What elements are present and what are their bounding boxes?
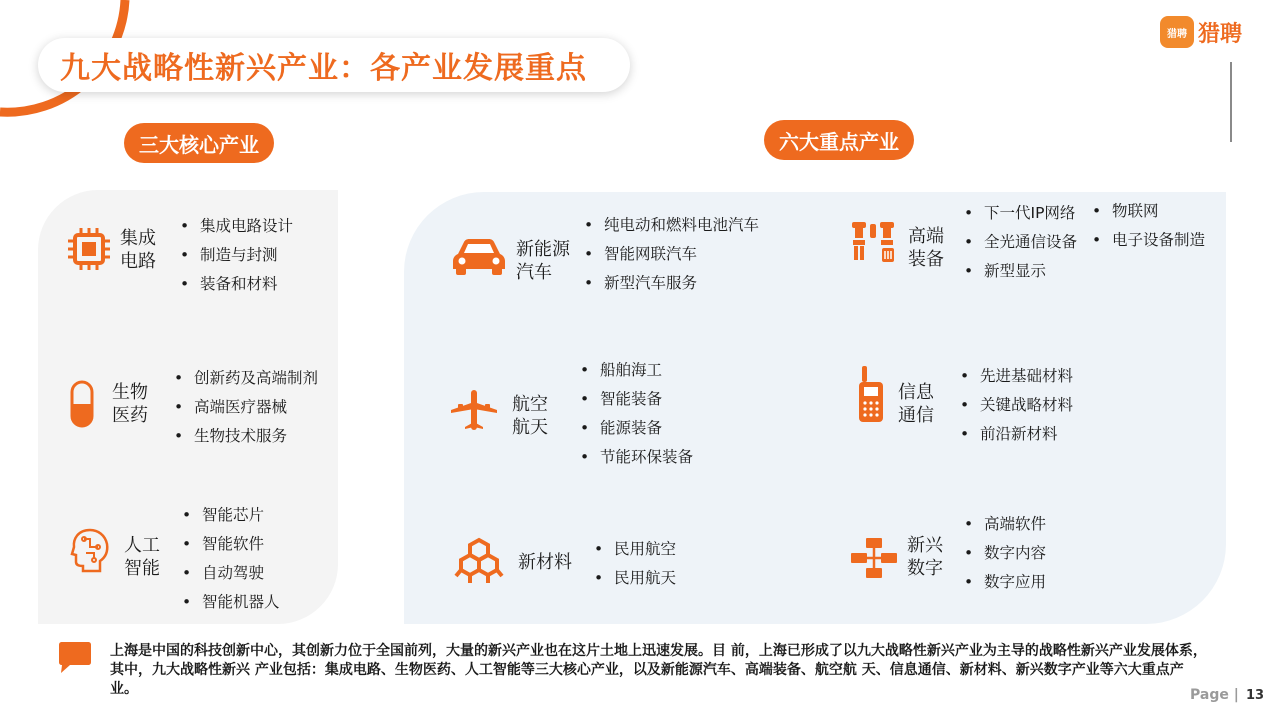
industry-label-ic: 集成 电路 [120,228,156,272]
molecule-icon [452,536,506,588]
logo-badge-text: 猎聘 [1167,28,1187,40]
list-item: • 数字内容 [964,539,1046,568]
chip-icon [66,226,112,272]
bullet-list-digital [964,510,1046,597]
industry-label-ai: 人工 智能 [124,535,160,579]
page-label: Page | [1190,687,1239,703]
list-item: • 全光通信设备 [964,228,1077,257]
list-item: • 电子设备制造 [1092,226,1205,255]
bullet-list-ict [960,362,1073,449]
list-item: • 自动驾驶 [182,559,280,588]
industry-label-aerospace: 航空 航天 [512,394,548,438]
list-item: • 节能环保装备 [580,443,693,472]
bullet-list-ic [180,212,293,299]
list-item: • 能源装备 [580,414,693,443]
list-item: • 智能软件 [182,530,280,559]
list-item: • 纯电动和燃料电池汽车 [584,211,759,240]
core-industries-tag: 三大核心产业 [124,123,274,163]
airplane-icon [450,388,498,432]
summary-paragraph: 上海是中国的科技创新中心，其创新力位于全国前列，大量的新兴产业也在这片土地上迅速发展。目 前，上海已形成了以九大战略性新兴产业为主导的战略性新兴产业发展体系，其中，九大战略性新兴 产业包括：集成电路、生物医药、人工智能等三大核心产业，以及新能源汽车、高端装备、航空航 天、信息通信、新材料、新兴数字产业等六大重点产业。 [110,643,1207,697]
list-item: • 高端软件 [964,510,1046,539]
list-item: • 新型汽车服务 [584,269,759,298]
page-number: 13 [1246,688,1265,703]
key-industries-tag: 六大重点产业 [764,120,914,160]
list-item: • 船舶海工 [580,356,693,385]
list-item: • 数字应用 [964,568,1046,597]
network-icon [850,536,898,580]
car-icon [452,236,506,276]
robot-arms-icon [850,218,896,264]
speech-bubble-icon [58,640,92,674]
bullet-list-bio [174,364,318,451]
walkie-talkie-icon [856,364,886,424]
brand-logo [1160,16,1242,48]
bullet-list-aerospace [580,356,693,472]
list-item: • 新型显示 [964,257,1077,286]
list-item: • 高端医疗器械 [174,393,318,422]
bullet-list-nev [584,211,759,298]
list-item: • 前沿新材料 [960,420,1073,449]
list-item: • 装备和材料 [180,270,293,299]
title-banner [38,38,630,92]
capsule-icon [70,380,94,428]
industry-label-equipment: 高端 装备 [908,226,944,270]
industry-label-nev: 新能源 汽车 [516,239,570,283]
list-item: • 制造与封测 [180,241,293,270]
list-item: • 集成电路设计 [180,212,293,241]
list-item: • 下一代IP网络 [964,199,1077,228]
logo-text: 猎聘 [1198,21,1243,47]
industry-label-bio: 生物 医药 [112,382,148,426]
bullet-list-ai [182,501,280,617]
list-item: • 智能网联汽车 [584,240,759,269]
list-item: • 智能芯片 [182,501,280,530]
divider-line [1230,62,1232,142]
ai-head-icon [70,527,110,573]
industry-label-materials: 新材料 [518,552,572,573]
industry-label-ict: 信息 通信 [898,382,934,426]
list-item: • 智能机器人 [182,588,280,617]
industry-label-digital: 新兴 数字 [907,535,943,579]
list-item: • 民用航空 [594,535,676,564]
list-item: • 生物技术服务 [174,422,318,451]
list-item: • 物联网 [1092,197,1205,226]
bullet-list-materials [594,535,676,593]
page-title: 九大战略性新兴产业：各产业发展重点 [60,51,587,86]
bullet-list-equipment-col1 [964,199,1077,286]
list-item: • 智能装备 [580,385,693,414]
list-item: • 创新药及高端制剂 [174,364,318,393]
logo-badge-icon [1160,16,1194,48]
list-item: • 关键战略材料 [960,391,1073,420]
list-item: • 民用航天 [594,564,676,593]
bullet-list-equipment-col2 [1092,197,1205,255]
list-item: • 先进基础材料 [960,362,1073,391]
